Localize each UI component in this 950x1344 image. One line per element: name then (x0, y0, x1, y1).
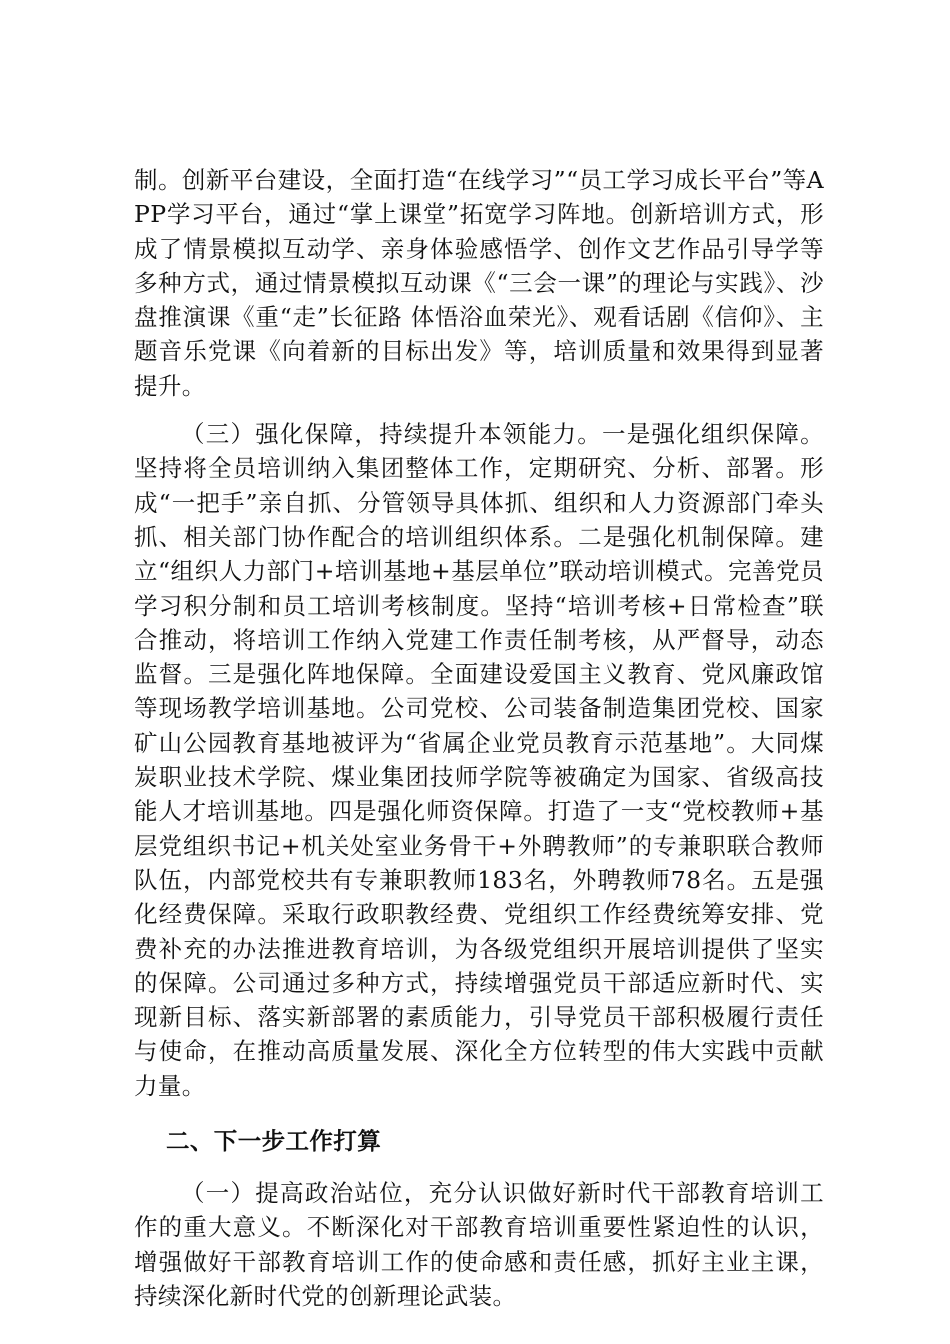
paragraph-section-three: （三）强化保障，持续提升本领能力。一是强化组织保障。坚持将全员培训纳入集团整体工作，定期研究、分析、部署。形成“一把手”亲自抓、分管领导具体抓、组织和人力资源部门牵头抓、相关部门协作配合的培训组织体系。二是强化机制保障。建立“组织人力部门+培训基地+基层单位”联动培训模式。完善党员学习积分制和员工培训考核制度。坚持“培训考核+日常检查”联合推动，将培训工作纳入党建工作责任制考核，从严督导，动态监督。三是强化阵地保障。全面建设爱国主义教育、党风廉政馆等现场教学培训基地。公司党校、公司装备制造集团党校、国家矿山公园教育基地被评为“省属企业党员教育示范基地”。大同煤炭职业技术学院、煤业集团技师学院等被确定为国家、省级高技能人才培训基地。四是强化师资保障。打造了一支“党校教师+基层党组织书记+机关处室业务骨干+外聘教师”的专兼职联合教师队伍，内部党校共有专兼职教师183名，外聘教师78名。五是强化经费保障。采取行政职教经费、党组织工作经费统筹安排、党费补充的办法推进教育培训，为各级党组织开展培训提供了坚实的保障。公司通过多种方式，持续增强党员干部适应新时代、实现新目标、落实新部署的素质能力，引导党员干部积极履行责任与使命，在推动高质量发展、深化全方位转型的伟大实践中贡献力量。 (134, 420, 824, 1100)
document-body (134, 163, 824, 1313)
paragraph-next-step-one: （一）提高政治站位，充分认识做好新时代干部教育培训工作的重大意义。不断深化对干部教育培训重要性紧迫性的认识，增强做好干部教育培训工作的使命感和责任感，抓好主业主课，持续深化新时代党的创新理论武装。 (134, 1179, 824, 1310)
section-heading: 二、下一步工作打算 (166, 1127, 382, 1156)
paragraph-continuation: 制。创新平台建设，全面打造“在线学习”“员工学习成长平台”等APP学习平台，通过“掌上课堂”拓宽学习阵地。创新培训方式，形成了情景模拟互动学、亲身体验感悟学、创作文艺作品引导学等多种方式，通过情景模拟互动课《“三会一课”的理论与实践》、沙盘推演课《重“走”长征路 体悟浴血荣光》、观看话剧《信仰》、主题音乐党课《向着新的目标出发》等，培训质量和效果得到显著提升。 (134, 166, 824, 400)
